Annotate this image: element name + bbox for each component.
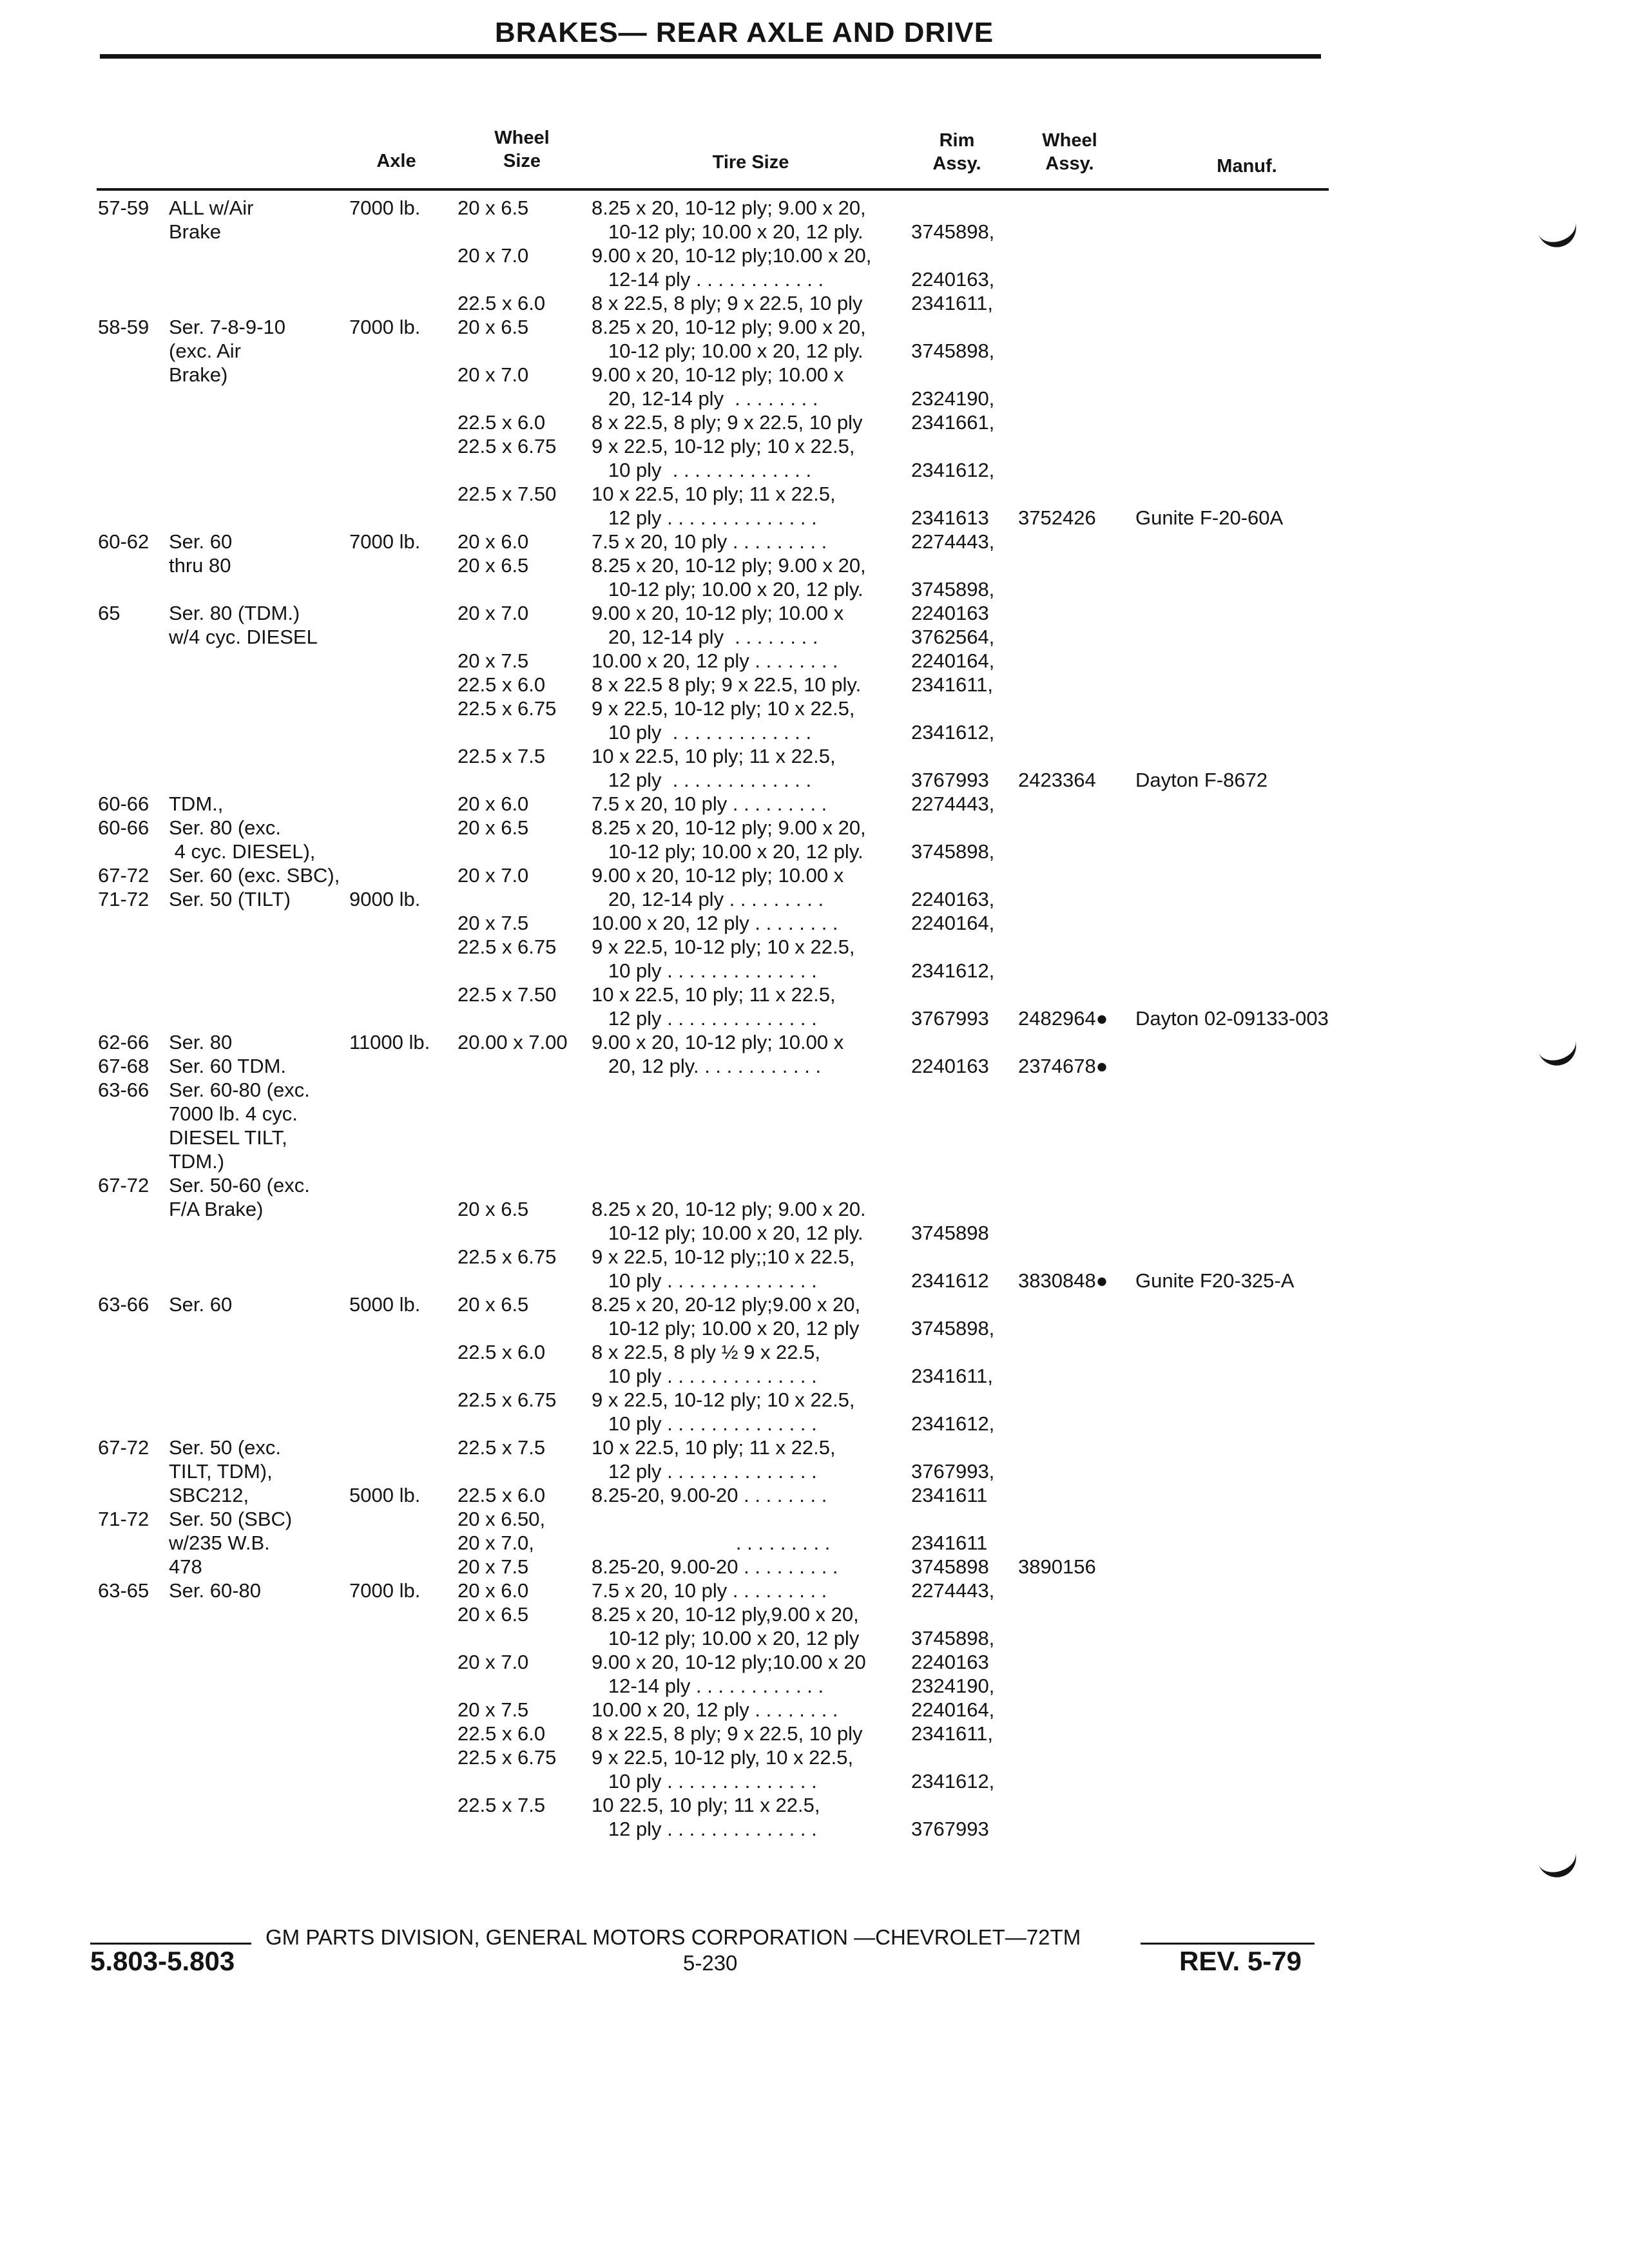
axle-cell: 7000 lb. [349, 1579, 421, 1602]
model-cell: Ser. 50 (SBC) [169, 1508, 293, 1530]
year-range-cell: 65 [98, 602, 120, 624]
header-manuf-line: Manuf. [1217, 156, 1277, 177]
tire-size-cell: 10-12 ply; 10.00 x 20, 12 ply. [592, 840, 863, 863]
wheel-size-cell: 22.5 x 6.0 [458, 292, 546, 314]
tire-size-cell: 7.5 x 20, 10 ply . . . . . . . . . [592, 530, 827, 553]
tire-size-cell: 10 22.5, 10 ply; 11 x 22.5, [592, 1794, 820, 1816]
wheel-size-cell: 22.5 x 6.75 [458, 435, 557, 457]
header-manuf [1195, 155, 1298, 178]
wheel-size-cell: 20 x 7.5 [458, 1698, 529, 1721]
tire-size-cell: 9.00 x 20, 10-12 ply;10.00 x 20, [592, 244, 872, 267]
rim-assy-cell: 2341611 [911, 1484, 988, 1506]
year-range-cell: 67-68 [98, 1055, 149, 1077]
tire-size-cell: 20, 12-14 ply . . . . . . . . . [592, 888, 824, 910]
model-cell: Brake) [169, 363, 228, 386]
rim-assy-cell: 3767993 [911, 1818, 989, 1840]
model-cell: w/4 cyc. DIESEL [169, 626, 318, 648]
wheel-assy-cell: 2374678● [1018, 1055, 1108, 1077]
tire-size-cell: 8 x 22.5, 8 ply; 9 x 22.5, 10 ply [592, 411, 863, 434]
header-axle [358, 149, 435, 173]
tire-size-cell: 9.00 x 20, 10-12 ply; 10.00 x [592, 864, 844, 887]
wheel-size-cell: 20 x 7.0 [458, 864, 529, 887]
tire-size-cell: 10 ply . . . . . . . . . . . . . . [592, 959, 817, 982]
rim-assy-cell: 2341612, [911, 721, 995, 744]
rim-assy-cell: 2324190, [911, 387, 995, 410]
wheel-size-cell: 20 x 6.0 [458, 1579, 529, 1602]
wheel-size-cell: 22.5 x 6.0 [458, 673, 546, 696]
tire-size-cell: 10-12 ply; 10.00 x 20, 12 ply. [592, 1222, 863, 1244]
wheel-size-cell: 20 x 6.5 [458, 1293, 529, 1316]
axle-cell: 7000 lb. [349, 197, 421, 219]
model-cell: Ser. 60 (exc. SBC), [169, 864, 340, 887]
tire-size-cell: 9 x 22.5, 10-12 ply; 10 x 22.5, [592, 697, 855, 720]
tire-size-cell: 9.00 x 20, 10-12 ply;10.00 x 20 [592, 1651, 866, 1673]
wheel-size-cell: 20 x 7.0 [458, 1651, 529, 1673]
manuf-cell: Gunite F20-325-A [1135, 1269, 1295, 1292]
model-cell: F/A Brake) [169, 1198, 264, 1220]
wheel-size-cell: 20 x 6.5 [458, 816, 529, 839]
wheel-size-cell: 20 x 7.0 [458, 363, 529, 386]
tire-size-cell: 8.25 x 20, 20-12 ply;9.00 x 20, [592, 1293, 861, 1316]
rim-assy-cell: 2240163 [911, 1055, 989, 1077]
wheel-size-cell: 20.00 x 7.00 [458, 1031, 568, 1053]
footer-text: GM PARTS DIVISION, GENERAL MOTORS CORPORATION —CHEVROLET—72TM [265, 1925, 1081, 1949]
model-cell: Ser. 50-60 (exc. [169, 1174, 310, 1196]
tire-size-cell: 9 x 22.5, 10-12 ply;;10 x 22.5, [592, 1245, 855, 1268]
wheel-size-cell: 20 x 6.50, [458, 1508, 546, 1530]
header-wheel-assy [1028, 129, 1112, 175]
wheel-size-cell: 22.5 x 6.75 [458, 1746, 557, 1769]
model-cell: (exc. Air [169, 340, 241, 362]
tire-size-cell: 20, 12-14 ply . . . . . . . . [592, 626, 818, 648]
revision: REV. 5-79 [1179, 1946, 1302, 1976]
rim-assy-cell: 2240164, [911, 649, 995, 672]
rim-assy-cell: 3745898 [911, 1222, 989, 1244]
year-range-cell: 67-72 [98, 864, 149, 887]
wheel-size-cell: 22.5 x 7.5 [458, 1436, 546, 1459]
wheel-size-cell: 20 x 6.0 [458, 793, 529, 815]
tire-size-cell: 8.25-20, 9.00-20 . . . . . . . . [592, 1484, 827, 1506]
wheel-size-cell: 20 x 6.5 [458, 316, 529, 338]
tire-size-cell: 9 x 22.5, 10-12 ply; 10 x 22.5, [592, 936, 855, 958]
rim-assy-cell: 2240163, [911, 888, 995, 910]
tire-size-cell: 12-14 ply . . . . . . . . . . . . [592, 1675, 824, 1697]
rim-assy-cell: 2274443, [911, 1579, 995, 1602]
wheel-size-cell: 22.5 x 6.0 [458, 411, 546, 434]
doc-code: 5.803-5.803 [90, 1946, 235, 1976]
tire-size-cell: 8.25 x 20, 10-12 ply; 9.00 x 20, [592, 316, 866, 338]
tire-size-cell: 10.00 x 20, 12 ply . . . . . . . . [592, 912, 838, 934]
tire-size-cell: 10.00 x 20, 12 ply . . . . . . . . [592, 1698, 838, 1721]
wheel-size-cell: 20 x 6.5 [458, 1198, 529, 1220]
header-wheel-size [480, 126, 564, 173]
tire-size-cell: 10 ply . . . . . . . . . . . . . [592, 459, 812, 481]
model-cell: TDM.) [169, 1150, 225, 1173]
model-cell: Ser. 60-80 [169, 1579, 262, 1602]
tire-size-cell: 7.5 x 20, 10 ply . . . . . . . . . [592, 1579, 827, 1602]
header-tire-size [686, 151, 815, 174]
rim-assy-cell: 2341612, [911, 459, 995, 481]
wheel-size-cell: 22.5 x 6.75 [458, 1245, 557, 1268]
tire-size-cell: 8 x 22.5, 8 ply; 9 x 22.5, 10 ply [592, 1722, 863, 1745]
header-wheel-size-line: Size [503, 151, 541, 171]
wheel-size-cell: 22.5 x 7.5 [458, 1794, 546, 1816]
model-cell: Ser. 80 [169, 1031, 233, 1053]
rim-assy-cell: 2341661, [911, 411, 995, 434]
tire-size-cell: 8 x 22.5, 8 ply ½ 9 x 22.5, [592, 1341, 821, 1363]
manuf-cell: Dayton F-8672 [1135, 769, 1268, 791]
wheel-size-cell: 20 x 6.5 [458, 197, 529, 219]
model-cell: TDM., [169, 793, 224, 815]
tire-size-cell: 12 ply . . . . . . . . . . . . . . [592, 1460, 817, 1483]
rim-assy-cell: 2341612, [911, 1770, 995, 1792]
tire-size-cell: 8.25-20, 9.00-20 . . . . . . . . . [592, 1555, 838, 1578]
tire-size-cell: 9 x 22.5, 10-12 ply; 10 x 22.5, [592, 1389, 855, 1411]
tire-size-cell: 7.5 x 20, 10 ply . . . . . . . . . [592, 793, 827, 815]
model-cell: Ser. 60 TDM. [169, 1055, 287, 1077]
wheel-size-cell: 20 x 6.0 [458, 530, 529, 553]
tire-size-cell: . . . . . . . . . [592, 1532, 831, 1554]
wheel-size-cell: 20 x 6.5 [458, 554, 529, 577]
wheel-size-cell: 20 x 7.5 [458, 1555, 529, 1578]
tire-size-cell: 8 x 22.5 8 ply; 9 x 22.5, 10 ply. [592, 673, 862, 696]
tire-size-cell: 20, 12-14 ply . . . . . . . . [592, 387, 818, 410]
wheel-size-cell: 22.5 x 6.0 [458, 1341, 546, 1363]
rim-assy-cell: 3767993 [911, 769, 989, 791]
model-cell: SBC212, [169, 1484, 249, 1506]
manuf-cell: Gunite F-20-60A [1135, 506, 1284, 529]
tire-size-cell: 10-12 ply; 10.00 x 20, 12 ply. [592, 340, 863, 362]
rim-assy-cell: 2240164, [911, 912, 995, 934]
rim-assy-cell: 2240164, [911, 1698, 995, 1721]
tire-size-cell: 8.25 x 20, 10-12 ply,9.00 x 20, [592, 1603, 859, 1626]
model-cell: Ser. 80 (TDM.) [169, 602, 300, 624]
axle-cell: 7000 lb. [349, 316, 421, 338]
model-cell: w/235 W.B. [169, 1532, 270, 1554]
tire-size-cell: 9 x 22.5, 10-12 ply; 10 x 22.5, [592, 435, 855, 457]
tire-size-cell: 9.00 x 20, 10-12 ply; 10.00 x [592, 363, 844, 386]
model-cell: TILT, TDM), [169, 1460, 273, 1483]
footer-rule-left [90, 1943, 251, 1945]
header-tire-size-line: Tire Size [712, 152, 789, 173]
model-cell: 7000 lb. 4 cyc. [169, 1102, 298, 1125]
rim-assy-cell: 2274443, [911, 530, 995, 553]
tire-size-cell: 9 x 22.5, 10-12 ply, 10 x 22.5, [592, 1746, 854, 1769]
tire-size-cell: 9.00 x 20, 10-12 ply; 10.00 x [592, 1031, 844, 1053]
tire-size-cell: 12 ply . . . . . . . . . . . . . . [592, 506, 817, 529]
year-range-cell: 58-59 [98, 316, 149, 338]
wheel-size-cell: 22.5 x 6.75 [458, 1389, 557, 1411]
tire-size-cell: 10-12 ply; 10.00 x 20, 12 ply. [592, 220, 863, 243]
model-cell: Ser. 7-8-9-10 [169, 316, 285, 338]
rim-assy-cell: 2240163 [911, 602, 989, 624]
wheel-assy-cell: 3890156 [1018, 1555, 1096, 1578]
tire-size-cell: 12 ply . . . . . . . . . . . . . . [592, 1007, 817, 1030]
rim-assy-cell: 3762564, [911, 626, 995, 648]
tire-size-cell: 9.00 x 20, 10-12 ply; 10.00 x [592, 602, 844, 624]
wheel-size-cell: 20 x 7.0 [458, 602, 529, 624]
tire-size-cell: 10-12 ply; 10.00 x 20, 12 ply [592, 1317, 860, 1340]
title-rule [100, 54, 1321, 59]
tire-size-cell: 12 ply . . . . . . . . . . . . . . [592, 1818, 817, 1840]
tire-size-cell: 8 x 22.5, 8 ply; 9 x 22.5, 10 ply [592, 292, 863, 314]
wheel-assy-cell: 2482964● [1018, 1007, 1108, 1030]
tire-size-cell: 8.25 x 20, 10-12 ply; 9.00 x 20. [592, 1198, 866, 1220]
year-range-cell: 71-72 [98, 1508, 149, 1530]
year-range-cell: 60-66 [98, 816, 149, 839]
rim-assy-cell: 3767993, [911, 1460, 995, 1483]
year-range-cell: 62-66 [98, 1031, 149, 1053]
rim-assy-cell: 3767993 [911, 1007, 989, 1030]
axle-cell: 5000 lb. [349, 1293, 421, 1316]
wheel-size-cell: 22.5 x 6.0 [458, 1484, 546, 1506]
tire-size-cell: 10 x 22.5, 10 ply; 11 x 22.5, [592, 483, 836, 505]
axle-cell: 7000 lb. [349, 530, 421, 553]
wheel-assy-cell: 2423364 [1018, 769, 1096, 791]
manuf-cell: Dayton 02-09133-003 [1135, 1007, 1329, 1030]
year-range-cell: 57-59 [98, 197, 149, 219]
wheel-size-cell: 22.5 x 6.0 [458, 1722, 546, 1745]
wheel-size-cell: 22.5 x 7.5 [458, 745, 546, 767]
tire-size-cell: 10 ply . . . . . . . . . . . . . . [592, 1412, 817, 1435]
page-number: 5-230 [683, 1951, 738, 1975]
tire-size-cell: 20, 12 ply. . . . . . . . . . . . [592, 1055, 822, 1077]
margin-mark [1537, 1039, 1581, 1071]
header-rim-assy [918, 129, 996, 175]
tire-size-cell: 10-12 ply; 10.00 x 20, 12 ply. [592, 578, 863, 601]
model-cell: Ser. 50 (exc. [169, 1436, 282, 1459]
tire-size-cell: 10-12 ply; 10.00 x 20, 12 ply [592, 1627, 860, 1649]
model-cell: 4 cyc. DIESEL), [169, 840, 316, 863]
year-range-cell: 63-66 [98, 1079, 149, 1101]
rim-assy-cell: 2240163, [911, 268, 995, 291]
wheel-size-cell: 20 x 6.5 [458, 1603, 529, 1626]
tire-size-cell: 10 x 22.5, 10 ply; 11 x 22.5, [592, 983, 836, 1006]
tire-size-cell: 10 ply . . . . . . . . . . . . . . [592, 1269, 817, 1292]
rim-assy-cell: 2341612 [911, 1269, 989, 1292]
rim-assy-cell: 2341613 [911, 506, 989, 529]
model-cell: thru 80 [169, 554, 231, 577]
rim-assy-cell: 3745898, [911, 1317, 995, 1340]
year-range-cell: 67-72 [98, 1174, 149, 1196]
wheel-size-cell: 22.5 x 6.75 [458, 936, 557, 958]
rim-assy-cell: 2341611 [911, 1532, 988, 1554]
wheel-size-cell: 20 x 7.0 [458, 244, 529, 267]
model-cell: Ser. 80 (exc. [169, 816, 282, 839]
wheel-assy-cell: 3752426 [1018, 506, 1096, 529]
axle-cell: 5000 lb. [349, 1484, 421, 1506]
margin-mark [1537, 220, 1581, 253]
rim-assy-cell: 2341612, [911, 1412, 995, 1435]
rim-assy-cell: 3745898, [911, 1627, 995, 1649]
model-cell: Ser. 60 [169, 1293, 233, 1316]
footer-rule-right [1141, 1943, 1315, 1945]
page-title: BRAKES— REAR AXLE AND DRIVE [494, 17, 994, 48]
header-axle-line: Axle [376, 151, 416, 171]
rim-assy-cell: 3745898 [911, 1555, 989, 1578]
header-wheel-assy-line: Wheel [1042, 130, 1097, 151]
rim-assy-cell: 2240163 [911, 1651, 989, 1673]
header-rim-assy-line: Rim [939, 130, 975, 151]
tire-size-cell: 8.25 x 20, 10-12 ply; 9.00 x 20, [592, 816, 866, 839]
rim-assy-cell: 2341612, [911, 959, 995, 982]
model-cell: ALL w/Air [169, 197, 254, 219]
model-cell: DIESEL TILT, [169, 1126, 287, 1149]
rim-assy-cell: 3745898, [911, 220, 995, 243]
rim-assy-cell: 2341611, [911, 292, 993, 314]
tire-size-cell: 10 ply . . . . . . . . . . . . . . [592, 1365, 817, 1387]
rim-assy-cell: 2341611, [911, 1365, 993, 1387]
header-wheel-size-line: Wheel [494, 128, 550, 148]
year-range-cell: 67-72 [98, 1436, 149, 1459]
header-rule [97, 188, 1329, 191]
rim-assy-cell: 2341611, [911, 673, 993, 696]
wheel-assy-cell: 3830848● [1018, 1269, 1108, 1292]
tire-size-cell: 12-14 ply . . . . . . . . . . . . [592, 268, 824, 291]
tire-size-cell: 10 ply . . . . . . . . . . . . . . [592, 1770, 817, 1792]
wheel-size-cell: 22.5 x 6.75 [458, 697, 557, 720]
year-range-cell: 60-66 [98, 793, 149, 815]
year-range-cell: 60-62 [98, 530, 149, 553]
rim-assy-cell: 2324190, [911, 1675, 995, 1697]
margin-mark [1537, 1850, 1581, 1883]
axle-cell: 9000 lb. [349, 888, 421, 910]
model-cell: Brake [169, 220, 221, 243]
model-cell: Ser. 60 [169, 530, 233, 553]
wheel-size-cell: 20 x 7.5 [458, 912, 529, 934]
tire-size-cell: 10 x 22.5, 10 ply; 11 x 22.5, [592, 745, 836, 767]
tire-size-cell: 10 ply . . . . . . . . . . . . . [592, 721, 812, 744]
header-rim-assy-line: Assy. [932, 153, 981, 174]
rim-assy-cell: 2274443, [911, 793, 995, 815]
rim-assy-cell: 3745898, [911, 578, 995, 601]
rim-assy-cell: 3745898, [911, 840, 995, 863]
wheel-size-cell: 20 x 7.5 [458, 649, 529, 672]
rim-assy-cell: 3745898, [911, 340, 995, 362]
wheel-size-cell: 20 x 7.0, [458, 1532, 534, 1554]
rim-assy-cell: 2341611, [911, 1722, 993, 1745]
year-range-cell: 63-66 [98, 1293, 149, 1316]
wheel-size-cell: 22.5 x 7.50 [458, 483, 557, 505]
model-cell: Ser. 50 (TILT) [169, 888, 291, 910]
wheel-size-cell: 22.5 x 7.50 [458, 983, 557, 1006]
header-wheel-assy-line: Assy. [1045, 153, 1094, 174]
axle-cell: 11000 lb. [349, 1031, 430, 1053]
tire-size-cell: 8.25 x 20, 10-12 ply; 9.00 x 20, [592, 197, 866, 219]
year-range-cell: 63-65 [98, 1579, 149, 1602]
tire-size-cell: 10.00 x 20, 12 ply . . . . . . . . [592, 649, 838, 672]
tire-size-cell: 12 ply . . . . . . . . . . . . . [592, 769, 812, 791]
model-cell: 478 [169, 1555, 202, 1578]
model-cell: Ser. 60-80 (exc. [169, 1079, 310, 1101]
tire-size-cell: 10 x 22.5, 10 ply; 11 x 22.5, [592, 1436, 836, 1459]
tire-size-cell: 8.25 x 20, 10-12 ply; 9.00 x 20, [592, 554, 866, 577]
year-range-cell: 71-72 [98, 888, 149, 910]
